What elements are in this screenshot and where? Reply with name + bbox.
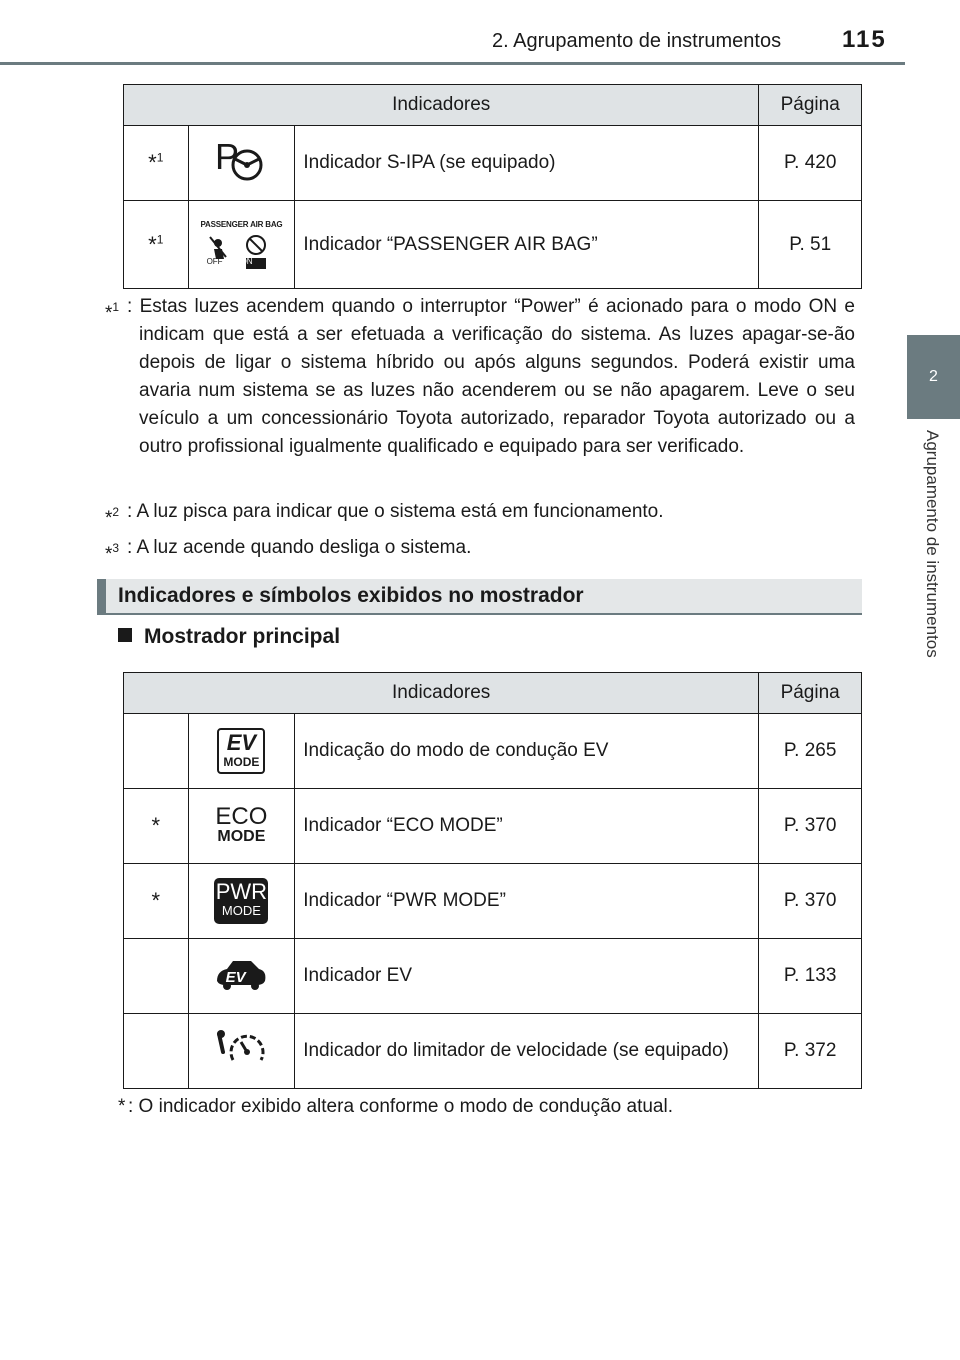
- table-row: [124, 1014, 862, 1089]
- indicator-desc: Indicador do limitador de velocidade (se equipado): [295, 1014, 759, 1089]
- note-text: : A luz pisca para indicar que o sistema está em funcionamento.: [127, 501, 664, 522]
- page-ref: P. 133: [759, 939, 862, 1014]
- indicator-desc: Indicador “ECO MODE”: [295, 789, 759, 864]
- note-text: : Estas luzes acendem quando o interruptor “Power” é acionado para o modo ON e indicam que está a ser efetuada a verificação do sistema. As luzes apagar-se-ão depois de ligar o sistema híbrido ou após alguns segundos. Poderá existir uma avaria num sistema se as luzes não acenderem ou se não apagarem. Leve o seu veículo a um concessionário Toyota autorizado, reparador Toyota autorizado ou a outro profissional igualmente qualificado e equipado para ser verificado.: [127, 296, 855, 457]
- chapter-tab: [907, 335, 960, 419]
- asterisk-cell: *$^1$: [124, 201, 189, 289]
- ev-indicator-label: EV: [225, 969, 246, 986]
- table-row: [124, 714, 862, 789]
- table-header-page: Página: [759, 673, 862, 714]
- indicator-table-1: [123, 84, 862, 289]
- indicator-desc: Indicador “PASSENGER AIR BAG”: [295, 201, 759, 289]
- page-ref: P. 372: [759, 1014, 862, 1089]
- airbag-on-label: ON: [240, 257, 253, 266]
- asterisk-cell: *: [124, 864, 189, 939]
- note-mark: *$^2$: [105, 505, 120, 529]
- asterisk-cell: [124, 939, 189, 1014]
- indicator-desc: Indicação do modo de condução EV: [295, 714, 759, 789]
- page-ref: P. 420: [759, 126, 862, 201]
- table-row: [124, 201, 862, 289]
- note-2: [105, 498, 855, 529]
- footnote: [118, 1093, 868, 1121]
- note-3: [105, 534, 855, 565]
- asterisk-cell: *$^1$: [124, 126, 189, 201]
- note-mark: *$^3$: [105, 541, 120, 565]
- table-header-row: [124, 85, 862, 126]
- asterisk-cell: [124, 714, 189, 789]
- footnote-text: : O indicador exibido altera conforme o modo de condução atual.: [128, 1096, 673, 1117]
- page-number: 115: [842, 26, 887, 53]
- page-ref: P. 265: [759, 714, 862, 789]
- section-header: Indicadores e símbolos exibidos no mostrador: [97, 579, 862, 615]
- header-rule: [0, 62, 905, 65]
- table-row: [124, 864, 862, 939]
- table-header-indicators: Indicadores: [124, 673, 759, 714]
- asterisk-cell: [124, 1014, 189, 1089]
- airbag-label-text: PASSENGER AIR BAG: [200, 220, 283, 229]
- indicator-desc: Indicador “PWR MODE”: [295, 864, 759, 939]
- footnote-mark: *: [118, 1096, 126, 1117]
- indicator-table-2: [123, 672, 862, 1089]
- airbag-off-label: OFF: [206, 257, 223, 266]
- ev-indicator-icon: [188, 939, 295, 1014]
- square-bullet-icon: [118, 628, 132, 642]
- page-ref: P. 370: [759, 789, 862, 864]
- eco-mode-icon: ECO MODE: [188, 789, 295, 864]
- passenger-airbag-icon: [188, 201, 295, 289]
- chapter-number: 2: [929, 368, 938, 385]
- ev-mode-icon: EV MODE: [188, 714, 295, 789]
- note-text: : A luz acende quando desliga o sistema.: [127, 537, 472, 558]
- page-ref: P. 370: [759, 864, 862, 939]
- table-row: [124, 939, 862, 1014]
- pwr-mode-icon: PWR MODE: [188, 864, 295, 939]
- header-title: 2. Agrupamento de instrumentos: [492, 30, 782, 52]
- chapter-label: Agrupamento de instrumentos: [923, 430, 942, 658]
- note-1: [105, 293, 855, 461]
- asterisk-cell: *: [124, 789, 189, 864]
- table-header-indicators: Indicadores: [124, 85, 759, 126]
- table-row: [124, 789, 862, 864]
- svg-text:P: P: [215, 136, 240, 177]
- parking-assist-icon: [188, 126, 295, 201]
- table-row: [124, 126, 862, 201]
- note-mark: *$^1$: [105, 300, 120, 324]
- table-header-page: Página: [759, 85, 862, 126]
- speed-limiter-icon: [188, 1014, 295, 1089]
- page-ref: P. 51: [759, 201, 862, 289]
- table-header-row: [124, 673, 862, 714]
- indicator-desc: Indicador EV: [295, 939, 759, 1014]
- subsection-title: Mostrador principal: [118, 625, 340, 649]
- indicator-desc: Indicador S-IPA (se equipado): [295, 126, 759, 201]
